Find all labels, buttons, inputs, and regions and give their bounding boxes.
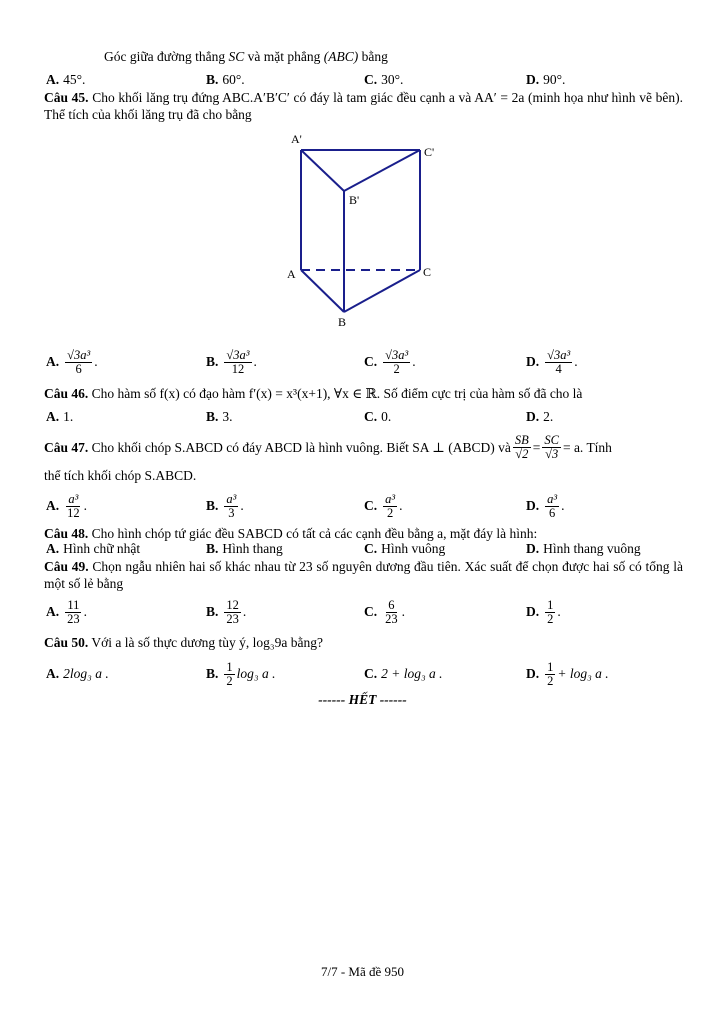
q46-option-c[interactable]: C. 0. <box>364 409 392 424</box>
label-a: A <box>287 267 296 281</box>
q48-body: Cho hình chóp tứ giác đều SABCD có tất cả các cạnh đều bằng a, mặt đáy là hình: <box>91 526 538 541</box>
q49-option-c[interactable]: C. $\frac{6}{23}$ . <box>364 597 405 626</box>
q44-abc: (ABC) <box>323 49 359 64</box>
q45-options <box>46 344 683 380</box>
q47-frac-sc: $\frac{SC}{√3}$ <box>544 432 559 461</box>
q50-body: Với a là số thực dương tùy ý, log₃9a bằng? <box>91 635 323 650</box>
q45-option-b[interactable]: B. $\frac{\text{√3a³}}{12}$ . <box>206 347 257 376</box>
q47-option-b[interactable]: B. $\frac{\text{a³}}{3}$ . <box>206 491 244 520</box>
q44-sc: SC <box>228 49 245 64</box>
q48-option-c[interactable]: C. Hình vuông <box>364 541 446 556</box>
q47-option-c[interactable]: C. $\frac{\text{a³}}{2}$ . <box>364 491 403 520</box>
q47-option-d[interactable]: D. $\frac{\text{a³}}{6}$ . <box>526 491 565 520</box>
q44-text-mid: và mặt phẳng <box>247 49 321 64</box>
q46-text <box>44 385 683 402</box>
q48-options <box>46 539 683 559</box>
q47-label: Câu 47. <box>44 439 89 455</box>
q45-body: Cho khối lăng trụ đứng ABC.A′B′C′ có đáy là tam giác đều cạnh a và AA′ = 2a (minh họa như hình vẽ bên). Thể tích của khối lăng trụ đã cho bằng <box>44 90 683 122</box>
q47-body-3: thể tích khối chóp S.ABCD. <box>44 468 197 483</box>
edge-b1c1 <box>344 150 420 191</box>
prism-figure <box>270 128 450 338</box>
q48-label: Câu 48. <box>44 526 89 541</box>
edge-ab <box>301 270 344 312</box>
q44-text <box>104 48 683 65</box>
q47-body-2: = a. Tính <box>562 439 612 455</box>
q46-option-b[interactable]: B. 3. <box>206 409 233 424</box>
q50-options <box>46 656 683 692</box>
q47-frac-sb: $\frac{SB}{√2}$ <box>514 432 529 461</box>
q45-label: Câu 45. <box>44 90 89 105</box>
q46-body: Cho hàm số f(x) có đạo hàm f′(x) = x³(x+1), ∀x ∈ ℝ. Số điểm cực trị của hàm số đã cho là <box>91 386 583 401</box>
q46-option-a[interactable]: A. 1. <box>46 409 74 424</box>
q49-text <box>44 558 683 592</box>
q44-option-c[interactable]: C. 30°. <box>364 72 404 87</box>
q46-label: Câu 46. <box>44 386 89 401</box>
q45-text <box>44 89 683 123</box>
end-marker: ------ HẾT ------ <box>318 692 407 707</box>
q47-text: Câu 47. Cho khối chóp S.ABCD có đáy ABCD là hình vuông. Biết SA ⊥ (ABCD) và $\frac{SB}{√2}$ = $\frac{SC}{√3}$ = a. Tính <box>44 432 612 461</box>
q49-options <box>46 594 683 630</box>
q44-option-a[interactable]: A. 45°. <box>46 72 86 87</box>
q46-options <box>46 405 683 429</box>
label-c-prime: C' <box>424 145 435 159</box>
q44-text-before: Góc giữa đường thẳng <box>104 49 226 64</box>
edge-a1b1 <box>301 150 344 191</box>
label-a-prime: A' <box>291 132 302 146</box>
q50-option-a[interactable]: A. 2log₃ a . <box>46 666 109 681</box>
q45-option-a[interactable]: A. $\frac{\text{√3a³}}{6}$ . <box>46 347 98 376</box>
q49-option-d[interactable]: D. $\frac{1}{2}$ . <box>526 597 561 626</box>
q50-label: Câu 50. <box>44 635 89 650</box>
q47-text-2 <box>44 467 683 484</box>
q49-body: Chọn ngẫu nhiên hai số khác nhau từ 23 số nguyên dương đầu tiên. Xác suất để chọn được hai số có tổng là một số lẻ bằng <box>44 559 684 591</box>
q46-option-d[interactable]: D. 2. <box>526 409 554 424</box>
q49-option-b[interactable]: B. $\frac{12}{23}$ . <box>206 597 247 626</box>
label-c: C <box>423 265 432 279</box>
label-b: B <box>338 315 347 329</box>
q48-option-a[interactable]: A. Hình chữ nhật <box>46 541 141 556</box>
q44-text-after: bằng <box>361 49 388 64</box>
q50-text <box>44 634 683 651</box>
q48-option-b[interactable]: B. Hình thang <box>206 541 283 556</box>
q48-option-d[interactable]: D. Hình thang vuông <box>526 541 641 556</box>
q49-label: Câu 49. <box>44 559 89 574</box>
q45-option-d[interactable]: D. $\frac{\text{√3a³}}{4}$ . <box>526 347 578 376</box>
q45-option-c[interactable]: C. $\frac{\text{√3a³}}{2}$ . <box>364 347 416 376</box>
q47-body-1: Cho khối chóp S.ABCD có đáy ABCD là hình vuông. Biết SA ⊥ (ABCD) và <box>91 439 511 455</box>
q47-options <box>46 488 683 524</box>
q50-option-c[interactable]: C. 2 + log₃ a . <box>364 666 443 681</box>
q44-option-d[interactable]: D. 90°. <box>526 72 566 87</box>
q50-option-d[interactable]: D. $\frac{1}{2}$ + log₃ a . <box>526 659 609 688</box>
q50-option-b[interactable]: B. $\frac{1}{2}$ log₃ a . <box>206 659 276 688</box>
label-b-prime: B' <box>349 193 360 207</box>
q44-option-b[interactable]: B. 60°. <box>206 72 245 87</box>
q49-option-a[interactable]: A. $\frac{11}{23}$ . <box>46 597 87 626</box>
q47-option-a[interactable]: A. $\frac{\text{a³}}{12}$ . <box>46 491 87 520</box>
edge-bc <box>344 270 420 312</box>
page-footer: 7/7 - Mã đề 950 <box>320 964 405 979</box>
